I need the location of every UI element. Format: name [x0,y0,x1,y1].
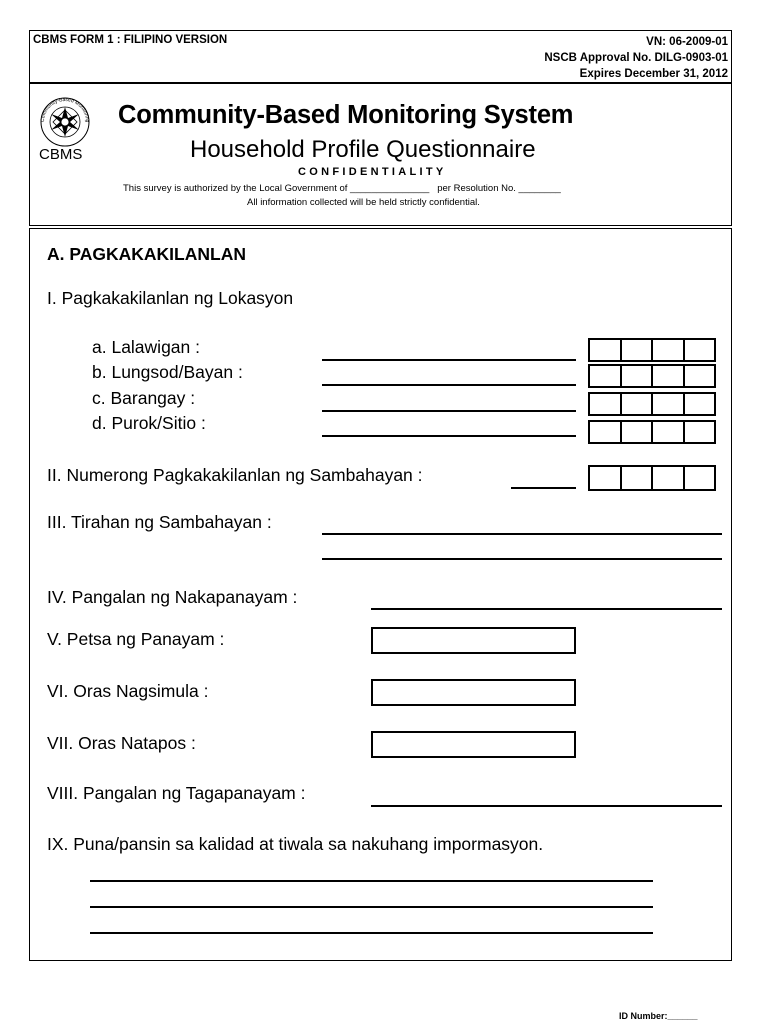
authorization-statement: This survey is authorized by the Local Government of _______________ per Resolution No. ________ [123,183,561,194]
question-time-started: VI. Oras Nagsimula : [47,681,209,701]
question-interviewer-name: VIII. Pangalan ng Tagapanayam : [47,783,306,803]
cbms-logo [34,96,96,166]
interview-date-field[interactable] [371,627,576,654]
expiry-date: Expires December 31, 2012 [579,68,728,80]
purok-field[interactable] [322,435,576,437]
address-field-line-2[interactable] [322,558,722,560]
address-field-line-1[interactable] [322,533,722,535]
cbms-seal-icon [34,96,96,148]
purok-code-boxes[interactable] [588,420,716,444]
province-label: a. Lalawigan : [92,337,200,357]
form-name: CBMS FORM 1 : FILIPINO VERSION [33,34,228,46]
interviewer-name-field[interactable] [371,805,722,807]
question-remarks: IX. Puna/pansin sa kalidad at tiwala sa nakuhang impormasyon. [47,834,544,854]
respondent-name-field[interactable] [371,608,722,610]
barangay-code-boxes[interactable] [588,392,716,416]
time-ended-field[interactable] [371,731,576,758]
logo-text: CBMS [39,146,83,163]
remarks-field-line-1[interactable] [90,880,653,882]
question-household-id: II. Numerong Pagkakakilanlan ng Sambahayan : [47,465,423,485]
question-address: III. Tirahan ng Sambahayan : [47,512,272,532]
id-number-field[interactable]: ID Number:______ [619,1011,698,1021]
household-id-field[interactable] [511,487,576,489]
remarks-field-line-3[interactable] [90,932,653,934]
question-respondent-name: IV. Pangalan ng Nakapanayam : [47,587,298,607]
question-time-ended: VII. Oras Natapos : [47,733,196,753]
barangay-field[interactable] [322,410,576,412]
confidentiality-heading: CONFIDENTIALITY [298,166,447,178]
sub-title: Household Profile Questionnaire [190,136,536,163]
version-number: VN: 06-2009-01 [646,36,728,48]
province-code-boxes[interactable] [588,338,716,362]
question-interview-date: V. Petsa ng Panayam : [47,629,225,649]
purok-label: d. Purok/Sitio : [92,413,206,433]
city-code-boxes[interactable] [588,364,716,388]
time-started-field[interactable] [371,679,576,706]
main-title: Community-Based Monitoring System [118,101,574,129]
section-heading: A. PAGKAKAKILANLAN [47,244,246,264]
city-field[interactable] [322,384,576,386]
question-location: I. Pagkakakilanlan ng Lokasyon [47,288,294,308]
approval-number: NSCB Approval No. DILG-0903-01 [544,52,728,64]
confidentiality-statement: All information collected will be held strictly confidential. [247,197,480,208]
province-field[interactable] [322,359,576,361]
city-label: b. Lungsod/Bayan : [92,362,243,382]
household-id-boxes[interactable] [588,465,716,491]
barangay-label: c. Barangay : [92,388,196,408]
remarks-field-line-2[interactable] [90,906,653,908]
logo-ring-text: Community-Based Monitoring [39,96,91,123]
